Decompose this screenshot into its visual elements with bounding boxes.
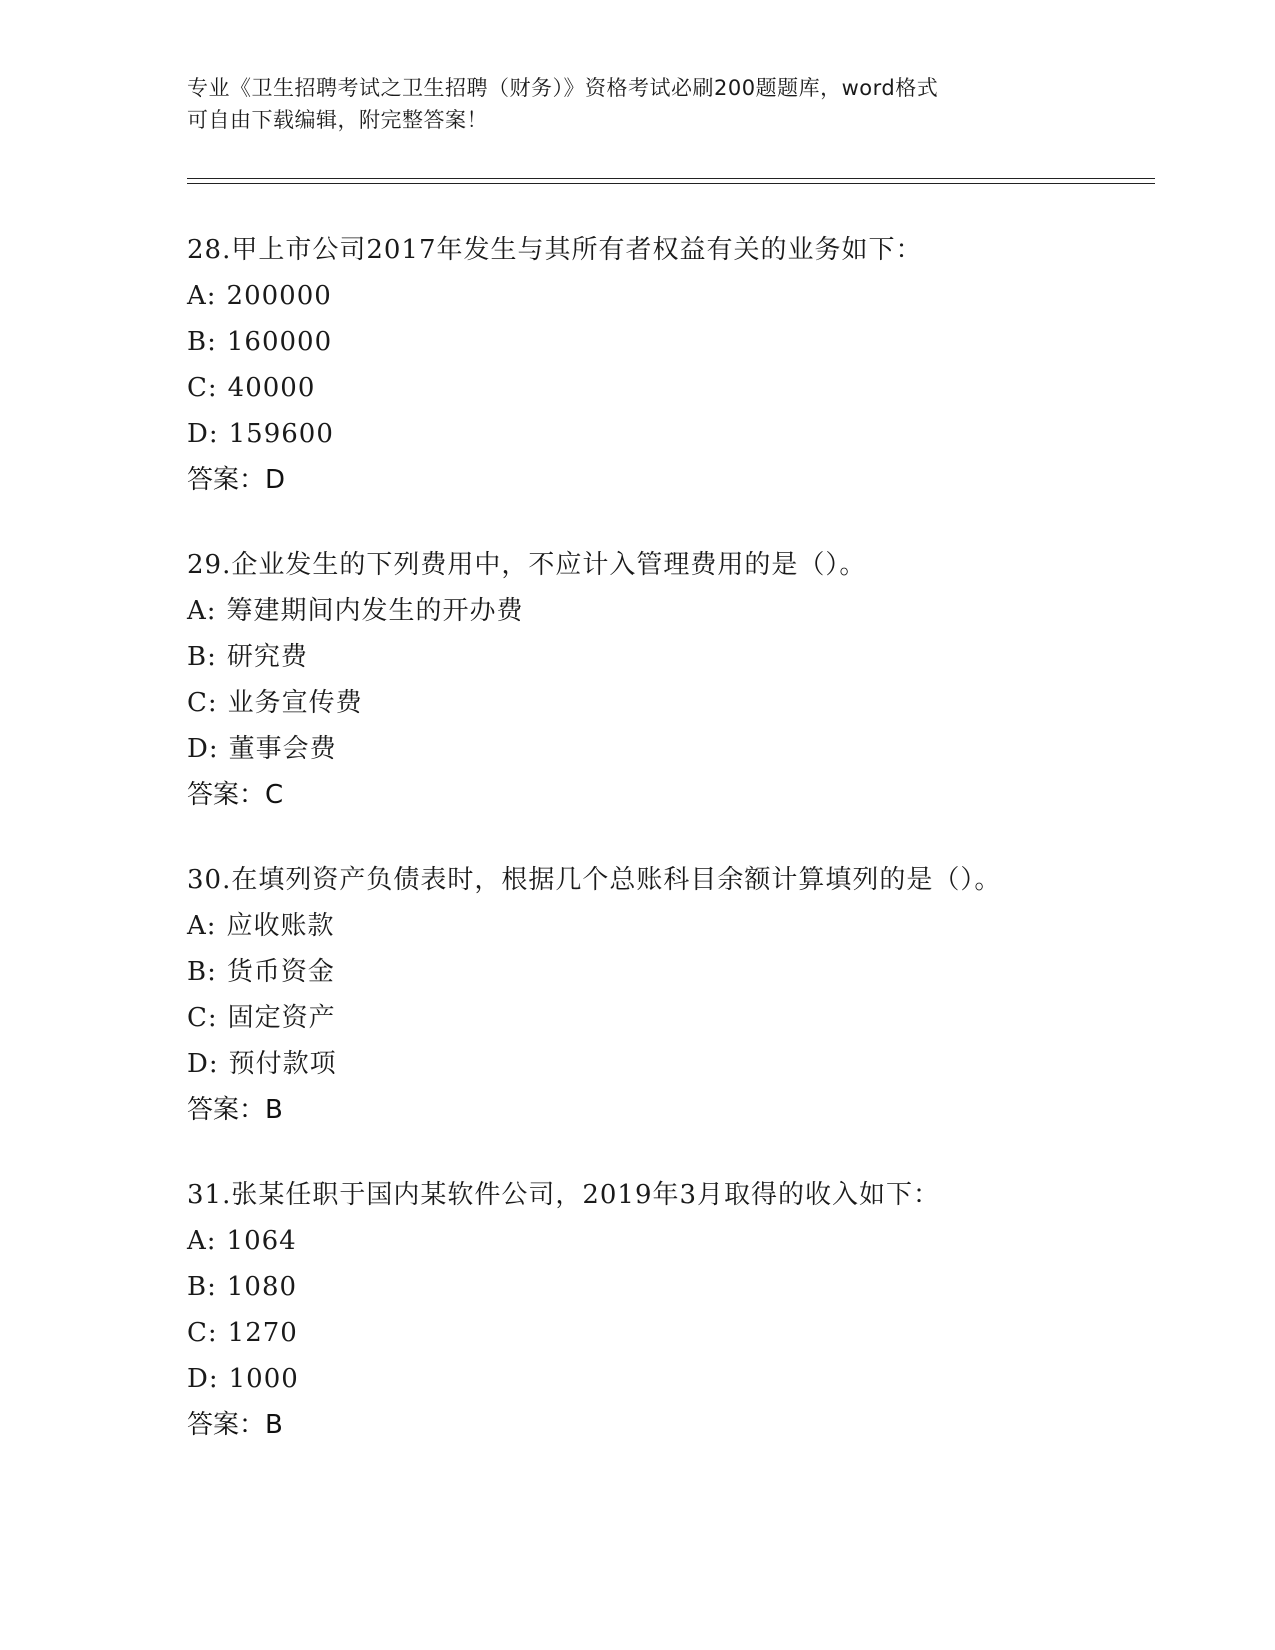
question-stem: 28.甲上市公司2017年发生与其所有者权益有关的业务如下：: [187, 235, 923, 265]
option-d: [187, 1041, 1147, 1087]
option-b: [187, 1264, 1147, 1310]
option-letter: A:: [187, 911, 217, 941]
question-31: [187, 1172, 1147, 1448]
option-letter: C:: [187, 688, 218, 718]
option-text: 业务宣传费: [227, 688, 363, 718]
option-d: [187, 726, 1147, 772]
option-c: [187, 365, 1147, 411]
option-c: [187, 1310, 1147, 1356]
header-divider-top: [187, 178, 1155, 179]
answer: 答案：D: [187, 465, 286, 495]
option-d: [187, 1356, 1147, 1402]
option-letter: C:: [187, 373, 218, 403]
option-letter: B:: [187, 1272, 217, 1302]
question-stem: 29.企业发生的下列费用中，不应计入管理费用的是（）。: [187, 550, 867, 580]
option-a: [187, 588, 1147, 634]
option-text: 货币资金: [226, 957, 335, 987]
header-divider-bottom: [187, 183, 1155, 184]
option-letter: D:: [187, 1049, 219, 1079]
option-text: 160000: [226, 327, 333, 357]
option-d: [187, 411, 1147, 457]
option-text: 159600: [228, 419, 334, 449]
option-letter: D:: [187, 1364, 219, 1394]
question-28: [187, 227, 1147, 503]
option-c: [187, 680, 1147, 726]
option-letter: D:: [187, 734, 219, 764]
question-30: [187, 857, 1147, 1133]
header-line-2: 可自由下载编辑，附完整答案！: [187, 108, 488, 132]
option-letter: A:: [187, 281, 217, 311]
option-text: 1000: [228, 1364, 299, 1394]
option-c: [187, 995, 1147, 1041]
option-text: 应收账款: [226, 911, 335, 941]
option-letter: A:: [187, 1226, 217, 1256]
option-letter: C:: [187, 1318, 218, 1348]
option-text: 筹建期间内发生的开办费: [226, 596, 524, 626]
question-stem: 31.张某任职于国内某软件公司，2019年3月取得的收入如下：: [187, 1180, 941, 1210]
option-letter: B:: [187, 327, 217, 357]
option-text: 200000: [226, 281, 332, 311]
option-text: 1270: [227, 1318, 298, 1348]
option-a: [187, 273, 1147, 319]
option-a: [187, 903, 1147, 949]
option-letter: B:: [187, 642, 217, 672]
option-text: 预付款项: [228, 1049, 337, 1079]
option-text: 40000: [227, 373, 316, 403]
option-letter: C:: [187, 1003, 218, 1033]
option-b: [187, 949, 1147, 995]
header-line-1: 专业《卫生招聘考试之卫生招聘（财务）》资格考试必刷200题题库，word格式: [187, 76, 939, 100]
option-letter: A:: [187, 596, 217, 626]
option-text: 固定资产: [227, 1003, 336, 1033]
answer: 答案：C: [187, 780, 284, 810]
option-b: [187, 634, 1147, 680]
option-letter: D:: [187, 419, 219, 449]
option-text: 研究费: [226, 642, 308, 672]
answer: 答案：B: [187, 1410, 283, 1440]
option-text: 1080: [226, 1272, 298, 1302]
question-29: [187, 542, 1147, 818]
answer: 答案：B: [187, 1095, 283, 1125]
option-text: 董事会费: [228, 734, 337, 764]
option-a: [187, 1218, 1147, 1264]
option-letter: B:: [187, 957, 217, 987]
document-header: [187, 72, 1087, 136]
option-b: [187, 319, 1147, 365]
option-text: 1064: [226, 1226, 297, 1256]
question-stem: 30.在填列资产负债表时，根据几个总账科目余额计算填列的是（）。: [187, 865, 1002, 895]
